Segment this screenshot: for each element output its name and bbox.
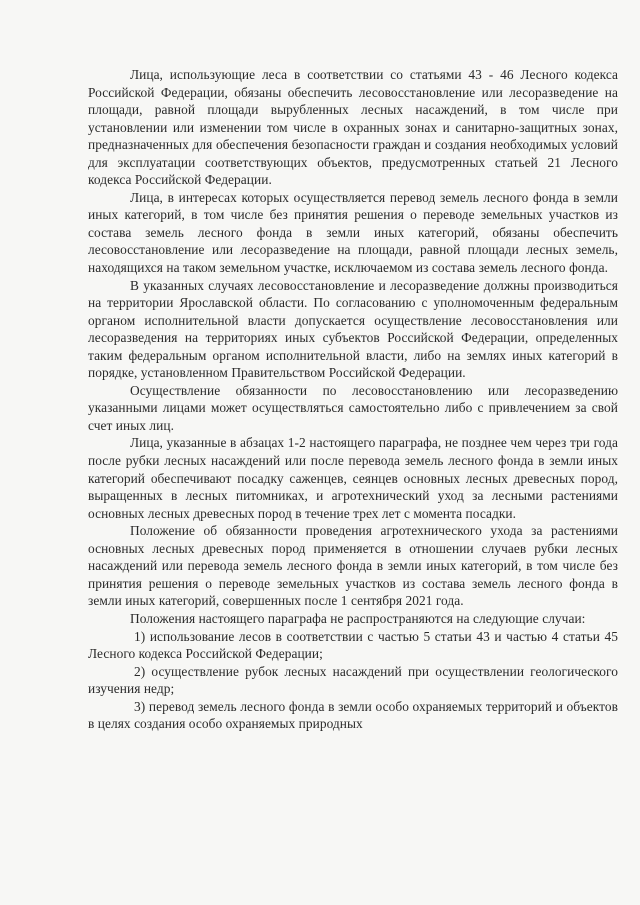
paragraph-land-transfer-obligation: Лица, в интересах которых осуществляется перевод земель лесного фонда в земли иных категорий, в том числе без принятия решения о переводе земельных участков из состава земель лесного фонда в земли иных категорий, обязаны обеспечить лесовосстановление или лесоразведение на площади, равной площади лесных земель, находящихся на таком земельном участке, исключаемом из состава земель лесного фонда. — [88, 189, 618, 276]
document-body — [88, 66, 618, 733]
paragraph-execution-method: Осуществление обязанности по лесовосстановлению или лесоразведению указанными лицами может осуществляться самостоятельно либо с привлечением за свой счет иных лиц. — [88, 382, 618, 433]
paragraph-planting-deadline: Лица, указанные в абзацах 1-2 настоящего параграфа, не позднее чем через три года после рубки лесных насаждений или после перевода земель лесного фонда в земли иных категорий обеспечивают посадку саженцев, сеянцев основных лесных древесных пород, выращенных в лесных питомниках, и агротехнический уход за лесными растениями основных лесных древесных пород в течение трех лет с момента посадки. — [88, 435, 618, 521]
paragraph-exceptions-intro: Положения настоящего параграфа не распространяются на следующие случаи: — [130, 610, 586, 626]
list-item-exception-3: 3) перевод земель лесного фонда в земли особо охраняемых территорий и объектов в целях создания особо охраняемых природных — [88, 698, 618, 732]
paragraph-territory-requirement: В указанных случаях лесовосстановление и лесоразведение должны производиться на территории Ярославской области. По согласованию с уполномоченным федеральным органом исполнительной власти допускается осуществление лесовосстановления или лесоразведения на территориях иных субъектов Российской Федерации, определенных таким федеральным органом исполнительной власти, либо на землях иных категорий в порядке, установленном Правительством Российской Федерации. — [88, 277, 618, 381]
list-item-exception-2: 2) осуществление рубок лесных насаждений при осуществлении геологического изучения недр; — [88, 663, 618, 697]
paragraph-care-obligation: Положение об обязанности проведения агротехнического ухода за растениями основных лесных древесных пород применяется в отношении случаев рубки лесных насаждений или перевода земель лесного фонда в земли иных категорий, в том числе без принятия решения о переводе земельных участков из состава земель лесного фонда в земли иных категорий, совершенных после 1 сентября 2021 года. — [88, 523, 618, 609]
list-item-exception-1: 1) использование лесов в соответствии с частью 5 статьи 43 и частью 4 статьи 45 Лесного кодекса Российской Федерации; — [88, 628, 618, 662]
paragraph-forest-users-obligation: Лица, использующие леса в соответствии со статьями 43 - 46 Лесного кодекса Российской Федерации, обязаны обеспечить лесовосстановление или лесоразведение на площади, равной площади вырубленных лесных насаждений, в том числе при установлении или изменении том числе в охранных зонах и санитарно-защитных зонах, предназначенных для обеспечения безопасности граждан и создания необходимых условий для эксплуатации соответствующих объектов, предусмотренных статьей 21 Лесного кодекса Российской Федерации. — [88, 67, 618, 188]
